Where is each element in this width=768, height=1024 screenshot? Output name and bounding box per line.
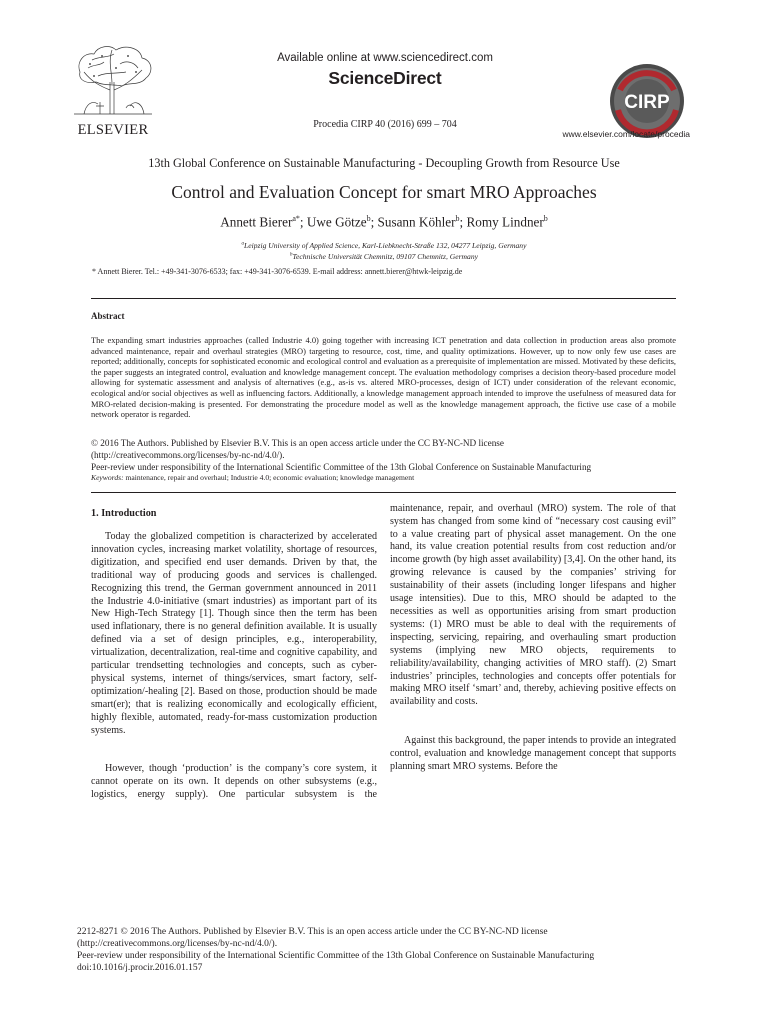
author-name: ; Uwe Götze	[299, 214, 367, 230]
elsevier-wordmark: ELSEVIER	[77, 122, 149, 138]
paper-title: Control and Evaluation Concept for smart MRO Approaches	[171, 182, 597, 202]
available-online-text: Available online at www.sciencedirect.com	[277, 52, 493, 64]
abstract-heading: Abstract	[91, 311, 125, 321]
divider	[91, 298, 676, 299]
footer	[77, 927, 697, 975]
author-affiliation-mark: b	[366, 214, 371, 223]
footer-license-link[interactable]: (http://creativecommons.org/licenses/by-nc-nd/4.0/).	[77, 938, 278, 949]
footer-copyright: 2212-8271 © 2016 The Authors. Published by Elsevier B.V. This is an open access article under the CC BY-NC-ND license	[77, 927, 548, 937]
conference-name: 13th Global Conference on Sustainable Manufacturing - Decoupling Growth from Resource Use	[148, 156, 620, 170]
affiliation-text: Leipzig University of Applied Science, Karl-Liebknecht-Straße 132, 04277 Leipzig, Germany	[244, 241, 527, 250]
elsevier-logo	[70, 42, 156, 138]
elsevier-tree-icon	[70, 42, 156, 116]
footer-peer-review: Peer-review under responsibility of the International Scientific Committee of the 13th Global Conference on Sustainable Manufacturing	[77, 950, 595, 961]
abstract-text: The expanding smart industries approaches (called Industrie 4.0) going together with increasing ICT penetration and data collection in production areas also promote advanced maintenance, repair and overhaul strategies (MRO) targeting to resource, cost, time, and quality optimizations. However, up to now only few use cases are reported; additionally, concepts for sophisticated economic and ecological control and evaluation as a prerequisite of implementation are missed. Motivated by these deficits, the paper suggests an integrated control, evaluation and knowledge management concept. The evaluation methodology comprises a decision theory-based procedure model allowing for systematic assessment and analysis of alternatives (e.g., as-is vs. altered MRO-processes, design of ICT) under consideration of the relevant economic, ecological and/or social objectives as well as influencing factors. Additionally, a knowledge management approach intended to improve the usefulness of measured data for MRO-related decision-making is presented. For demonstrating the procedure model as well as the knowledge management approach, the fictive use case of a mobile network operator is regarded.	[91, 335, 676, 420]
left-column	[91, 531, 377, 738]
author-affiliation-mark: b	[543, 214, 548, 223]
right-column-next	[390, 735, 676, 774]
keywords	[91, 473, 676, 482]
affiliation-text: Technische Universität Chemnitz, 09107 Chemnitz, Germany	[292, 252, 479, 261]
cirp-logo-text: CIRP	[624, 92, 670, 113]
footer-doi[interactable]: doi:10.1016/j.procir.2016.01.157	[77, 962, 203, 973]
license-line: © 2016 The Authors. Published by Elsevier B.V. This is an open access article under the CC BY-NC-ND license	[91, 438, 504, 448]
keywords-label: Keywords:	[91, 473, 124, 482]
affiliation-mark: b	[289, 252, 293, 258]
sciencedirect-brand: ScienceDirect	[328, 68, 442, 88]
author-affiliation-mark: b	[455, 214, 460, 223]
affiliation-b	[40, 252, 728, 261]
author-name: ; Romy Lindner	[459, 214, 544, 230]
corresponding-author: * Annett Bierer. Tel.: +49-341-3076-6533; fax: +49-341-3076-6539. E-mail address: annett.bierer@htwk-leipzig.de	[92, 267, 463, 276]
author-list	[40, 214, 728, 230]
author-affiliation-mark: a*	[292, 214, 300, 223]
right-column	[390, 503, 676, 737]
section-heading: 1. Introduction	[91, 508, 157, 519]
paragraph: maintenance, repair, and overhaul (MRO) system. The role of that system has changed from some kind of “necessary cost causing evil” to a value creating part of physical asset management. On the one hand, its value creation potential results from cost reduction and/or income growth (by high asset availability) [3,4]. On the other hand, its growing relevance is caused by the companies’ striving for sustainability of their assets (including longer lifespans and higher usage intensities). Due to this, MRO should be adapted to the necessities as well as opportunities arising from smart production systems: (1) MRO must be able to deal with the requirements of inspecting, servicing, repairing, and overhauling smart production systems (implying new MRO objects, requirements to reliability/availability, changing activities of MRO staff). (2) Smart industries’ principles, technologies and concepts offer potentials for making MRO itself ‘smart’ and, thereby, achieving positive effects on availability and costs.	[390, 503, 676, 708]
peer-review-note: Peer-review under responsibility of the International Scientific Committee of the 13th Global Conference on Sustainable Manufacturing	[91, 462, 592, 472]
abstract-body	[91, 335, 676, 420]
procedia-url[interactable]: www.elsevier.com/locate/procedia	[562, 129, 690, 139]
author-name: Annett Bierer	[220, 214, 293, 230]
paragraph: Against this background, the paper intends to provide an integrated control, evaluation and knowledge management concept that supports planning smart MRO systems. Before the	[390, 735, 676, 772]
paragraph: However, though ‘production’ is the company’s core system, it cannot operate on its own. It depends on other subsystems (e.g., logistics, energy supply). One particular subsystem is the	[91, 763, 377, 800]
keywords-text: maintenance, repair and overhaul; Industrie 4.0; economic evaluation; knowledge management	[123, 473, 415, 482]
affiliation-mark: a	[241, 241, 244, 247]
author-name: ; Susann Köhler	[370, 214, 456, 230]
affiliation-a	[40, 241, 728, 250]
divider	[91, 492, 676, 493]
paragraph: Today the globalized competition is characterized by accelerated innovation cycles, increasing market volatility, shortage of resources, digitization, and specified end user demands. Driven by that, the traditional way of producing goods and services is challenged. Recognizing this trend, the German government announced in 2011 the Industrie 4.0-initiative (smart industries) as important part of its New High-Tech Strategy [1]. Though since then the term has been used inflationary, there is no general definition available. It is usually defined via a set of design principles, e.g., interoperability, virtualization, decentralization, real-time and cognitive capability, and particular trendsetting technologies and concepts, such as cyber-physical systems, internet of things/services, smart factory, self-optimization/-healing [2]. Based on those, production should be made smart(er); that is realizing economically and ecologically efficient, highly flexible, automated, ready-for-mass customization production systems.	[91, 531, 377, 736]
journal-reference: Procedia CIRP 40 (2016) 699 – 704	[313, 119, 457, 130]
left-column-continuation	[91, 763, 377, 802]
license-link[interactable]: (http://creativecommons.org/licenses/by-nc-nd/4.0/).	[91, 450, 285, 460]
